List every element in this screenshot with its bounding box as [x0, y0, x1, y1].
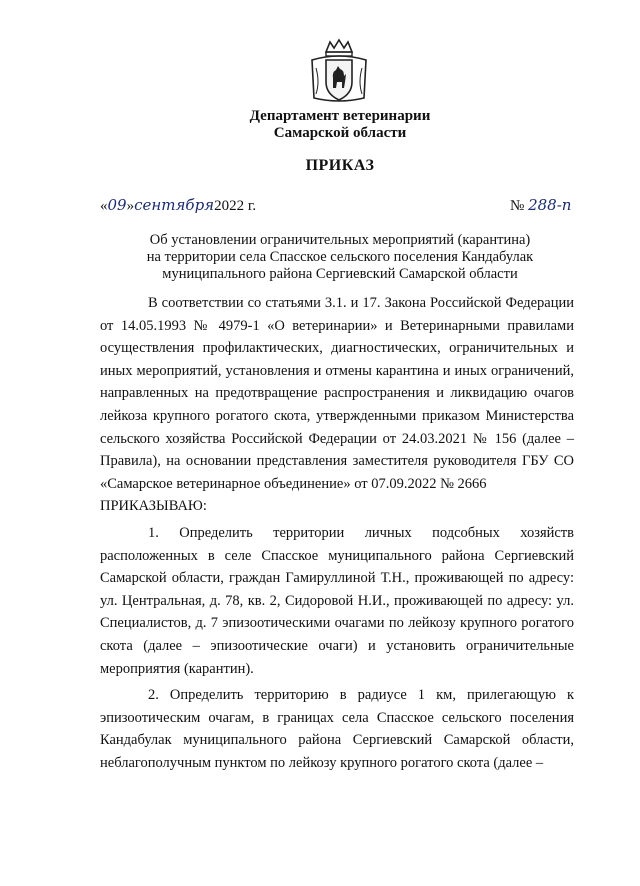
order-body: [100, 292, 574, 774]
item-1-paragraph: 1. Определить территории личных подсобных хозяйств расположенных в селе Спасское муниципального района Сергиевский Самарской области, граждан Гамируллиной Т.Н., проживающей по адресу: ул. Центральная, д. 78, кв. 2, Сидоровой Н.И., проживающей по адресу: ул. Специалистов, д. 7 эпизоотическими очагами по лейкозу крупного рогатого скота (далее – эпизоотические очаги) и установить ограничительные мероприятия (карантин).: [100, 524, 574, 677]
order-subject: [100, 232, 580, 283]
document-title: ПРИКАЗ: [305, 157, 375, 174]
subject-line-2: на территории села Спасское сельского поселения Кандабулак: [146, 249, 534, 265]
date-month: сентября: [134, 196, 215, 214]
number-prefix: №: [510, 198, 525, 214]
date-close-quote: »: [126, 198, 135, 214]
preamble-paragraph: В соответствии со статьями 3.1. и 17. Закона Российской Федерации от 14.05.1993 № 4979-1 «О ветеринарии» и Ветеринарными правилами осуществления профилактических, диагностических, ограничительных и иных мероприятий, установления и отмены карантина и иных ограничений, направленных на предотвращение распространения и ликвидацию очагов лейкоза крупного рогатого скота, утвержденными приказом Министерства сельского хозяйства Российской Федерации от 24.03.2021 № 156 (далее – Правила), на основании представления заместителя руководителя ГБУ СО «Самарское ветеринарное объединение» от 07.09.2022 № 2666: [100, 295, 574, 492]
order-number: [510, 196, 571, 215]
item-2-paragraph: 2. Определить территорию в радиусе 1 км, прилегающую к эпизоотическим очагам, в границах села Спасское сельского поселения Кандабулак муниципального района Сергиевский Самарской области, неблагополучным пунктом по лейкозу крупного рогатого скота (далее –: [100, 687, 574, 771]
order-word: ПРИКАЗЫВАЮ:: [100, 498, 207, 515]
number-value: 288-п: [528, 196, 572, 214]
department-heading: [0, 108, 640, 142]
department-line-1: Департамент ветеринарии: [249, 108, 431, 124]
subject-line-1: Об установлении ограничительных мероприятий (карантина): [149, 232, 531, 248]
subject-line-3: муниципального района Сергиевский Самарской области: [162, 266, 518, 282]
department-line-2: Самарской области: [273, 125, 407, 141]
date-year: 2022 г.: [214, 198, 257, 214]
order-date: [100, 196, 256, 215]
date-open-quote: «: [100, 198, 108, 214]
samara-coat-of-arms-icon: [306, 38, 372, 106]
date-day: 09: [107, 196, 127, 214]
